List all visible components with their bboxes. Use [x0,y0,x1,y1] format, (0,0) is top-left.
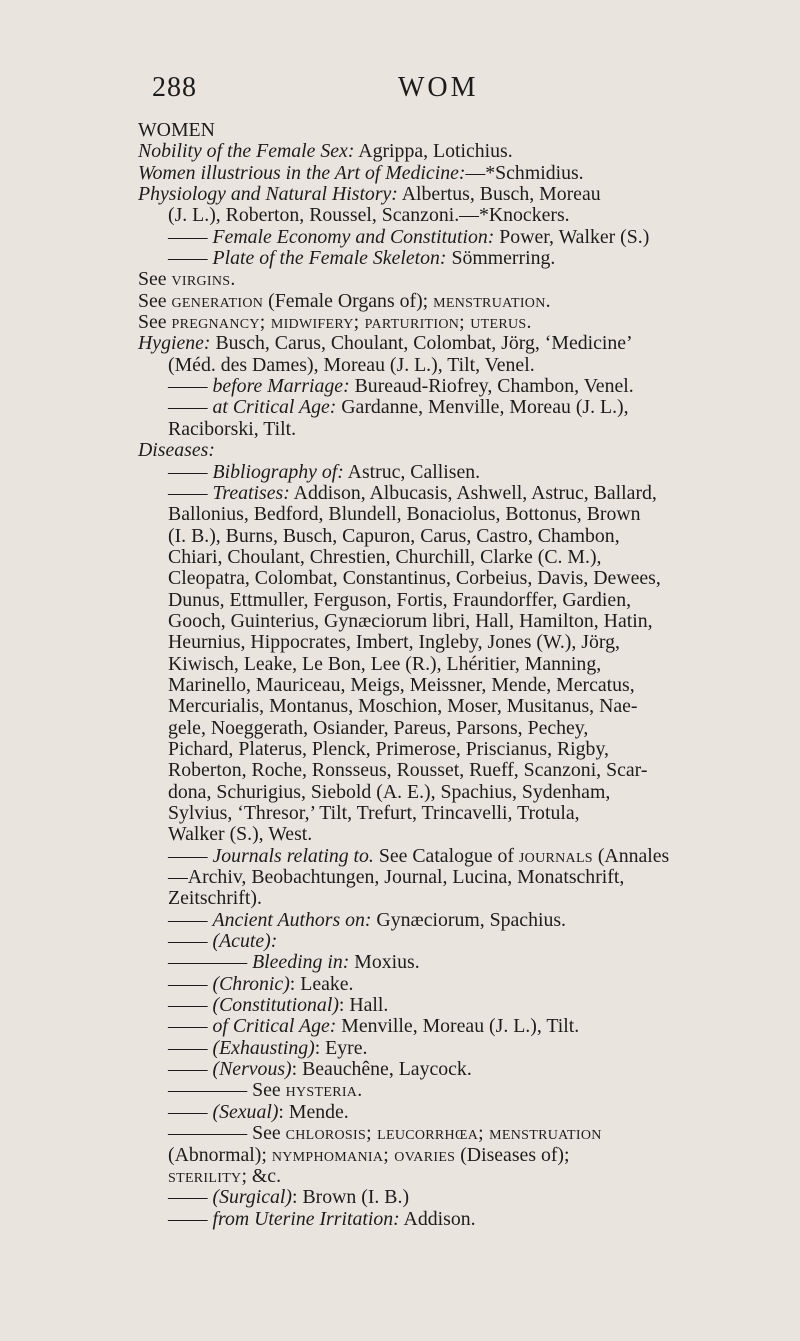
index-line [138,248,748,269]
italic-heading: (Sexual) [212,1100,279,1123]
entry-text: —— [168,994,213,1017]
entry-text: Heurnius, Hippocrates, Imbert, Ingleby, Jones (W.), Jörg, [168,631,620,654]
italic-heading: Hygiene: [138,332,211,355]
entry-text: (I. B.), Burns, Busch, Capuron, Carus, Castro, Chambon, [168,524,620,547]
index-line [138,462,748,483]
cross-reference: pregnancy; midwifery; parturition; uterus. [171,311,532,334]
index-line [138,611,748,632]
entry-text: (Female Organs of); [263,289,434,312]
entry-text: Raciborski, Tilt. [168,417,297,440]
entry-text: Astruc, Callisen. [343,460,481,483]
entry-text: —— [168,247,213,270]
entry-text: Sylvius, ‘Thresor,’ Tilt, Trefurt, Trincavelli, Trotula, [168,802,580,824]
entry-text: —— [168,930,213,953]
entry-text: —— [168,460,213,483]
index-line [138,440,748,461]
italic-heading: (Acute): [212,930,278,953]
entry-text: Albertus, Busch, Moreau [397,183,601,206]
italic-heading: before Marriage: [212,375,350,398]
cross-reference: chlorosis; leucorrhœa; menstruation [285,1122,602,1145]
index-line [138,483,748,504]
entry-text: : Leake. [289,972,354,995]
italic-heading: Nobility of the Female Sex: [138,140,355,163]
entry-text: ———— See [168,1122,286,1145]
index-line [138,1166,748,1187]
index-line [138,376,748,397]
entry-text: : Hall. [338,994,389,1017]
entry-text: Chiari, Choulant, Chrestien, Churchill, Clarke (C. M.), [168,545,602,568]
entry-text: : Brown (I. B.) [292,1186,410,1209]
entry-text: —— [168,375,213,398]
entry-text: —— [168,1100,213,1123]
italic-heading: of Critical Age: [212,1015,337,1038]
entry-text: —*Schmidius. [465,161,584,184]
entry-text: Cleopatra, Colombat, Constantinus, Corbeius, Davis, Dewees, [168,567,661,590]
index-line [138,846,748,867]
entry-text: ; &c. [241,1164,282,1187]
entry-text: —— [168,1058,213,1081]
italic-heading: (Surgical) [212,1186,292,1209]
entry-text: ———— See [168,1079,286,1102]
index-line [138,547,748,568]
entry-text: dona, Schurigius, Siebold (A. E.), Spachius, Sydenham, [168,780,611,803]
entry-text: Sömmerring. [446,247,556,270]
index-line [138,696,748,717]
index-line [138,718,748,739]
index-line [138,824,748,845]
index-line [138,291,748,312]
cross-reference: journals [518,844,593,867]
running-head: WOM [398,72,479,103]
index-line [138,632,748,653]
entry-text: Addison, Albucasis, Ashwell, Astruc, Ballard, [289,481,657,504]
entry-text: Gynæciorum, Spachius. [371,908,566,931]
entry-text: Mercurialis, Montanus, Moschion, Moser, Musitanus, Nae- [168,695,638,718]
entry-text: : Mende. [278,1100,349,1123]
index-line [138,141,748,162]
page-number: 288 [152,72,197,103]
index-line [138,163,748,184]
entry-text: See [138,268,172,291]
entry-text: See [138,289,172,312]
index-line [138,205,748,226]
entry-text: Kiwisch, Leake, Le Bon, Lee (R.), Lhéritier, Manning, [168,652,602,675]
entry-text: —— [168,1015,213,1038]
entry-text: Addison. [399,1207,476,1230]
entry-text: (Méd. des Dames), Moreau (J. L.), Tilt, Venel. [168,353,535,376]
italic-heading: from Uterine Irritation: [212,1207,400,1230]
entry-text: Agrippa, Lotichius. [354,140,513,163]
index-line [138,227,748,248]
italic-heading: Bleeding in: [252,951,350,974]
entry-text: Roberton, Roche, Ronsseus, Rousset, Rueff, Scanzoni, Scar- [168,759,648,782]
entry-text: See Catalogue of [373,844,519,867]
entry-text: Pichard, Platerus, Plenck, Primerose, Priscianus, Rigby, [168,737,609,760]
italic-heading: Journals relating to. [212,844,374,867]
italic-heading: (Exhausting) [212,1036,315,1059]
index-line [138,333,748,354]
index-line [138,675,748,696]
entry-text: : Beauchêne, Laycock. [291,1058,472,1081]
entry-text: : Eyre. [314,1036,368,1059]
entry-text: Power, Walker (S.) [494,225,650,248]
entry-text: —— [168,481,213,504]
entry-text: Marinello, Mauriceau, Meigs, Meissner, Mende, Mercatus, [168,673,635,696]
entry-text: —— [168,1186,213,1209]
entry-text: (Annales [592,844,670,867]
entry-text: Busch, Carus, Choulant, Colombat, Jörg, ‘Medicine’ [210,332,633,355]
entry-text: —— [168,396,213,419]
entry-text: (J. L.), Roberton, Roussel, Scanzoni.—*Knockers. [168,204,570,227]
italic-heading: Women illustrious in the Art of Medicine: [138,161,466,184]
index-line [138,355,748,376]
entry-text: —— [168,1036,213,1059]
entry-text: See [138,311,172,334]
entry-text: Walker (S.), West. [168,823,313,846]
entry-text: —— [168,972,213,995]
index-line [138,952,748,973]
italic-heading: Bibliography of: [212,460,344,483]
index-line [138,1059,748,1080]
index-line [138,419,748,440]
italic-heading: Plate of the Female Skeleton: [212,247,447,270]
entry-text: Zeitschrift). [168,887,262,910]
entry-text: Menville, Moreau (J. L.), Tilt. [336,1015,580,1038]
cross-reference: generation [171,289,264,312]
entry-text: Gooch, Guinterius, Gynæciorum libri, Hall, Hamilton, Hatin, [168,609,653,632]
index-line [138,760,748,781]
index-line [138,867,748,888]
entry-text: ———— [168,951,253,974]
entry-text: (Abnormal); [168,1143,272,1166]
index-line [138,120,748,141]
entry-text: —Archiv, Beobachtungen, Journal, Lucina, Monatschrift, [168,866,625,889]
index-line [138,1038,748,1059]
index-line [138,568,748,589]
index-line [138,1102,748,1123]
entry-text: —— [168,1207,213,1230]
index-line [138,590,748,611]
index-line [138,504,748,525]
index-line [138,1016,748,1037]
entry-text: gele, Noeggerath, Osiander, Pareus, Parsons, Pechey, [168,716,589,739]
index-line [138,1209,748,1230]
italic-heading: at Critical Age: [212,396,337,419]
entry-text: Bureaud-Riofrey, Chambon, Venel. [349,375,634,398]
index-line [138,654,748,675]
index-line [138,312,748,333]
entry-text: —— [168,225,213,248]
entry-text: Ballonius, Bedford, Blundell, Bonaciolus, Bottonus, Brown [168,503,641,526]
index-line [138,1187,748,1208]
index-line [138,782,748,803]
index-line [138,803,748,824]
italic-heading: Diseases: [138,439,215,462]
entry-text: Gardanne, Menville, Moreau (J. L.), [336,396,629,419]
index-entries [138,120,748,1230]
index-line [138,184,748,205]
index-line [138,1080,748,1101]
entry-text: WOMEN [138,119,215,141]
italic-heading: (Nervous) [212,1058,292,1081]
index-line [138,397,748,418]
index-line [138,1123,748,1144]
italic-heading: (Chronic) [212,972,290,995]
entry-text: —— [168,844,213,867]
italic-heading: Female Economy and Constitution: [212,225,495,248]
italic-heading: Treatises: [212,481,290,504]
cross-reference: menstruation. [433,289,551,312]
page-header [0,72,800,112]
entry-text: —— [168,908,213,931]
italic-heading: (Constitutional) [212,994,339,1017]
cross-reference: virgins. [171,268,236,291]
index-line [138,974,748,995]
entry-text: Moxius. [349,951,420,974]
index-line [138,910,748,931]
cross-reference: hysteria. [285,1079,363,1102]
italic-heading: Ancient Authors on: [212,908,372,931]
index-line [138,739,748,760]
index-line [138,1145,748,1166]
index-line [138,995,748,1016]
entry-text: Dunus, Ettmuller, Ferguson, Fortis, Fraundorffer, Gardien, [168,588,632,611]
cross-reference: sterility [168,1164,242,1187]
index-line [138,931,748,952]
index-line [138,526,748,547]
index-line [138,888,748,909]
entry-text: (Diseases of); [455,1143,570,1166]
italic-heading: Physiology and Natural History: [138,183,398,206]
index-line [138,269,748,290]
cross-reference: nymphomania; ovaries [271,1143,456,1166]
